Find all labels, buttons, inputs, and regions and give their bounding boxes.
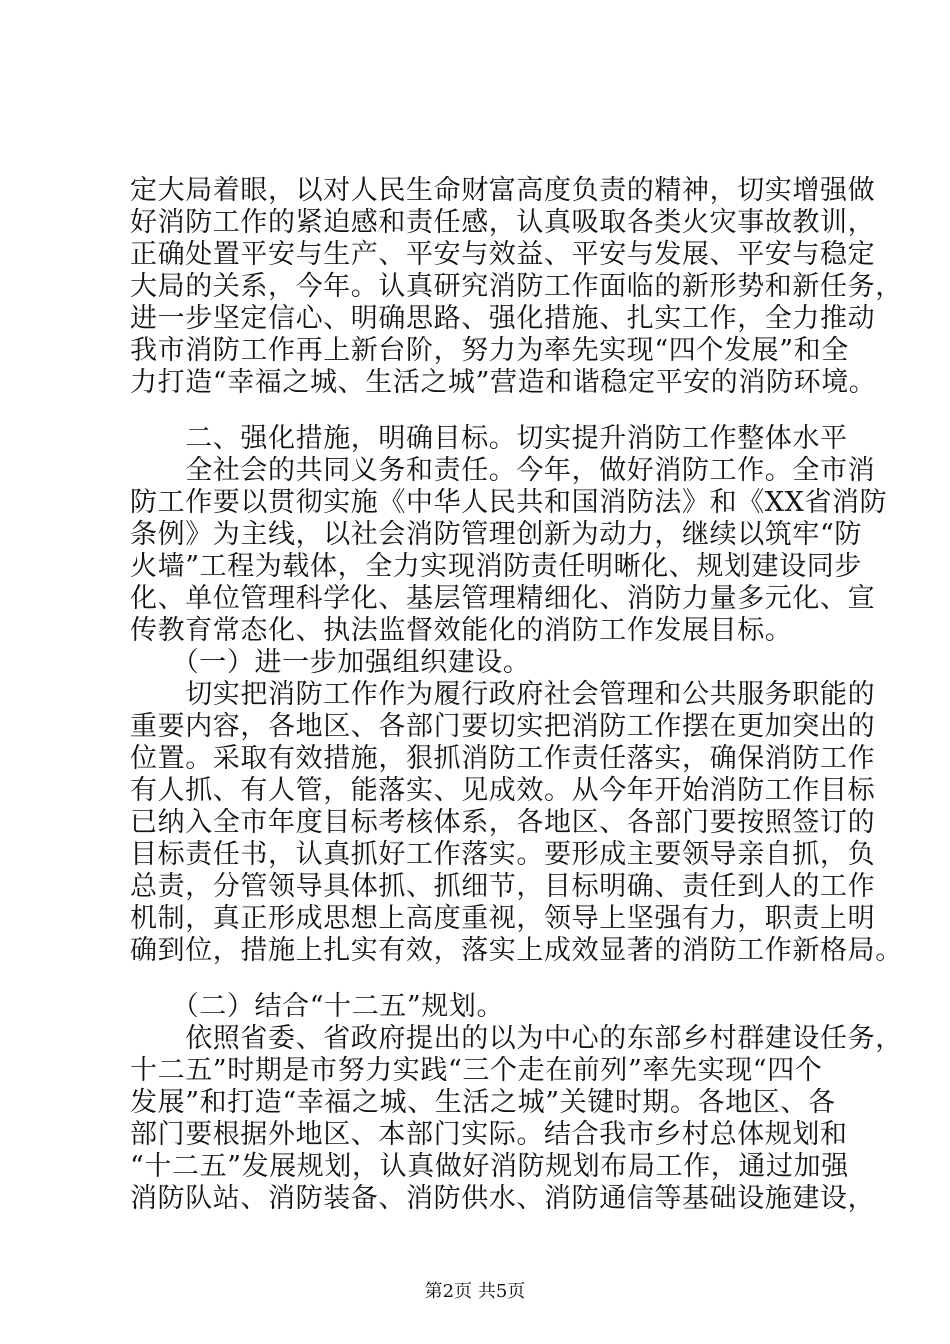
subsection-heading: （一）进一步加强组织建设。 — [130, 647, 531, 678]
text-line: 防工作要以贯彻实施《中华人民共和国消防法》和《XX省消防 — [130, 487, 888, 518]
text-line: 切实把消防工作作为履行政府社会管理和公共服务职能的 — [130, 679, 876, 710]
text-line: 我市消防工作再上新台阶，努力为率先实现“四个发展”和全 — [130, 335, 849, 366]
text-line: 火墙”工程为载体，全力实现消防责任明晰化、规划建设同步 — [130, 551, 863, 582]
text-line: 传教育常态化、执法监督效能化的消防工作发展目标。 — [130, 615, 793, 646]
text-line: 有人抓、有人管，能落实、见成效。从今年开始消防工作目标 — [130, 775, 876, 806]
text-line: 已纳入全市年度目标考核体系，各地区、各部门要按照签订的 — [130, 807, 876, 838]
text-line: 依照省委、省政府提出的以为中心的东部乡村群建设任务， — [130, 1023, 903, 1054]
text-line: 化、单位管理科学化、基层管理精细化、消防力量多元化、宣 — [130, 583, 876, 614]
text-line: 好消防工作的紧迫感和责任感，认真吸取各类火灾事故教训， — [130, 207, 876, 238]
text-line: 大局的关系，今年。认真研究消防工作面临的新形势和新任务， — [130, 271, 903, 302]
section-heading: 二、强化措施，明确目标。切实提升消防工作整体水平 — [130, 423, 848, 454]
text-line: 发展”和打造“幸福之城、生活之城”关键时期。各地区、各 — [130, 1087, 836, 1118]
text-line: 确到位，措施上扎实有效，落实上成效显著的消防工作新格局。 — [130, 935, 903, 966]
text-line: 位置。采取有效措施，狠抓消防工作责任落实，确保消防工作 — [130, 743, 876, 774]
text-line: 目标责任书，认真抓好工作落实。要形成主要领导亲自抓，负 — [130, 839, 876, 870]
text-line: 正确处置平安与生产、平安与效益、平安与发展、平安与稳定 — [130, 239, 876, 270]
text-line: 定大局着眼，以对人民生命财富高度负责的精神，切实增强做 — [130, 175, 876, 206]
text-line: 重要内容，各地区、各部门要切实把消防工作摆在更加突出的 — [130, 711, 876, 742]
page-number-footer: 第2页 共5页 — [424, 1281, 526, 1302]
text-line: 部门要根据外地区、本部门实际。结合我市乡村总体规划和 — [130, 1119, 848, 1150]
text-line: 进一步坚定信心、明确思路、强化措施、扎实工作，全力推动 — [130, 303, 876, 334]
text-line: 全社会的共同义务和责任。今年，做好消防工作。全市消 — [130, 455, 876, 486]
text-line: 机制，真正形成思想上高度重视，领导上坚强有力，职责上明 — [130, 903, 876, 934]
text-line: 总责，分管领导具体抓、抓细节，目标明确、责任到人的工作 — [130, 871, 876, 902]
subsection-heading: （二）结合“十二五”规划。 — [130, 991, 505, 1022]
text-line: “十二五”发展规划，认真做好消防规划布局工作，通过加强 — [130, 1151, 849, 1182]
text-line: 十二五”时期是市努力实践“三个走在前列”率先实现“四个 — [130, 1055, 823, 1086]
text-line: 消防队站、消防装备、消防供水、消防通信等基础设施建设， — [130, 1183, 876, 1214]
text-line: 条例》为主线，以社会消防管理创新为动力，继续以筑牢“防 — [130, 519, 863, 550]
text-line: 力打造“幸福之城、生活之城”营造和谐稳定平安的消防环境。 — [130, 367, 877, 398]
